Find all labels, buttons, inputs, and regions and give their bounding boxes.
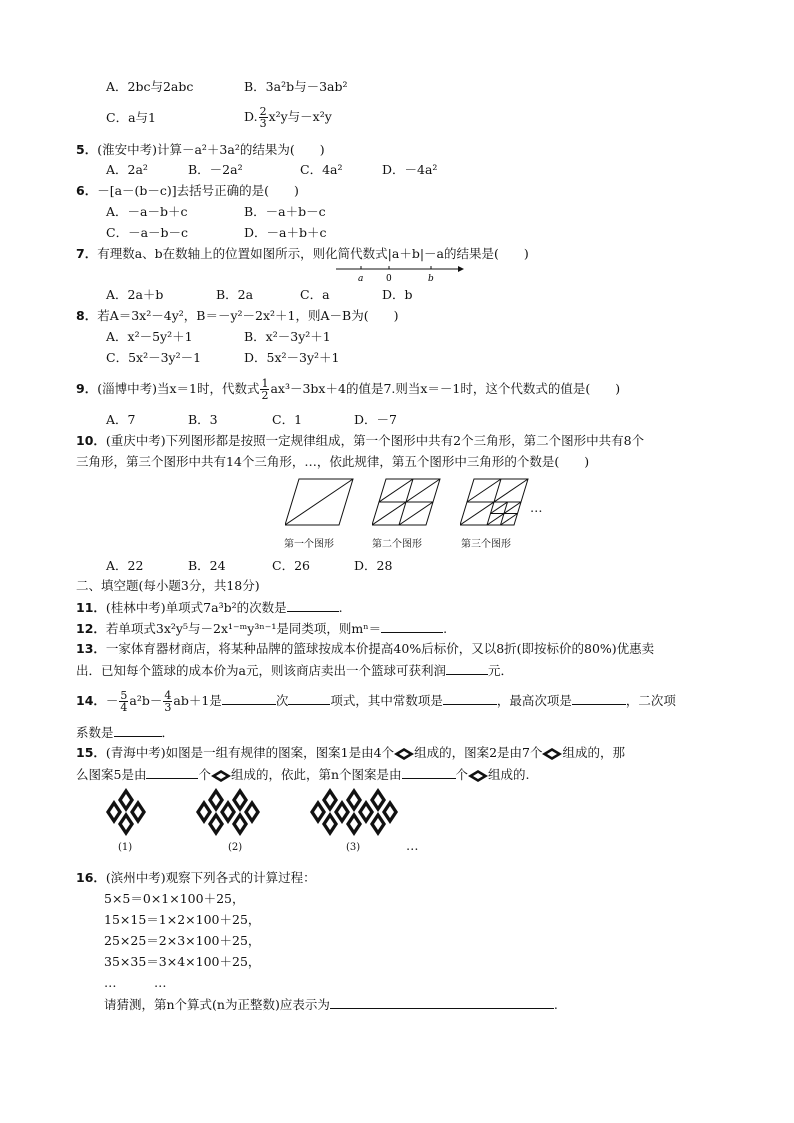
small-diagonal-line — [379, 479, 413, 502]
q4-option-d-suffix: x²y与－x²y — [268, 109, 332, 124]
q4-option-d-fraction — [259, 106, 268, 129]
q9-option-b: B．3 — [188, 412, 218, 427]
q9-option-a: A．7 — [106, 412, 136, 427]
answer-blank[interactable] — [572, 692, 626, 705]
question-text: 若A＝3x²－4y²，B＝－y²－2x²＋1，则A－B为( ) — [97, 308, 399, 323]
q10-figure-1 — [285, 477, 355, 527]
question-number: 14． — [76, 693, 106, 708]
question-text: 么图案5是由 — [76, 767, 147, 782]
q7-option-d: D．b — [382, 287, 413, 302]
question-number: 8． — [76, 308, 98, 323]
axis-label-0: 0 — [386, 274, 392, 284]
q10-option-a: A．22 — [106, 558, 144, 573]
fraction-numerator: 2 — [259, 105, 267, 118]
pattern-3 — [310, 788, 398, 836]
q4-option-a: A．2bc与2abc — [106, 79, 194, 94]
q14-fraction-1 — [119, 690, 128, 713]
q9-stem — [76, 374, 620, 404]
q16-line-3: 25×25＝2×3×100＋25， — [104, 933, 261, 948]
question-text-after: . — [338, 600, 343, 615]
q8-option-b: B．x²－3y²＋1 — [244, 329, 331, 344]
fraction-denominator: 3 — [164, 701, 172, 714]
q5-option-a: A．2a² — [106, 162, 148, 177]
answer-blank[interactable] — [114, 724, 162, 737]
question-text: 组成的. — [488, 767, 530, 782]
q6-stem — [76, 183, 299, 199]
q6-option-a: A．－a－b＋c — [106, 204, 188, 219]
answer-blank[interactable] — [222, 692, 276, 705]
question-text: 请猜测，第n个算式(n为正整数)应表示为 — [104, 997, 330, 1012]
question-number: 16． — [76, 870, 106, 885]
answer-blank[interactable] — [402, 766, 456, 779]
q15-caption-1: (1) — [118, 842, 133, 853]
answer-blank[interactable] — [446, 662, 488, 675]
q4-option-d — [244, 102, 332, 132]
diamond-tile-icon — [542, 748, 562, 760]
diagonal-line — [285, 479, 353, 525]
q15-caption-3: (3) — [346, 842, 361, 853]
question-text: (青海中考)如图是一组有规律的图案，图案1是由4个 — [105, 745, 395, 760]
q8-stem — [76, 308, 398, 324]
q10-stem-line1 — [76, 433, 644, 449]
question-text: 组成的，依此，第n个图案是由 — [230, 767, 402, 782]
section-title-fill-in: 二、填空题(每小题3分，共18分) — [76, 578, 260, 593]
q7-option-a: A．2a＋b — [106, 287, 164, 302]
q13-stem-line1 — [76, 641, 654, 657]
question-number: 6． — [76, 183, 98, 198]
fraction-denominator: 3 — [259, 117, 267, 130]
question-text: 有理数a、b在数轴上的位置如图所示，则化简代数式|a＋b|－a的结果是( ) — [97, 246, 529, 261]
q5-option-b: B．－2a² — [188, 162, 243, 177]
pattern-2 — [196, 788, 260, 836]
q10-stem-line2: 三角形，第三个图形中共有14个三角形，…，依此规律，第五个图形中三角形的个数是( ) — [76, 454, 590, 469]
question-number: 12． — [76, 621, 106, 636]
axis-label-a: a — [358, 274, 364, 284]
q12-stem — [76, 620, 447, 637]
small-diagonal-line — [399, 502, 433, 525]
q4-option-c: C．a与1 — [106, 110, 156, 125]
question-text: 系数是 — [76, 725, 114, 740]
q10-figure-ellipsis: … — [530, 500, 543, 515]
answer-blank[interactable] — [288, 692, 330, 705]
q16-stem — [76, 870, 316, 886]
number-line-arrow — [458, 266, 464, 272]
question-text: 项式，其中常数项是 — [330, 693, 443, 708]
fraction-denominator: 2 — [261, 389, 269, 402]
q16-line-5: … … — [104, 975, 167, 990]
fraction-numerator: 4 — [164, 689, 172, 702]
question-text: ，二次项 — [625, 693, 676, 708]
q16-line-2: 15×15＝1×2×100＋25， — [104, 912, 261, 927]
q7-option-b: B．2a — [216, 287, 254, 302]
pattern-1 — [106, 788, 146, 836]
q6-option-d: D．－a＋b＋c — [244, 225, 327, 240]
q7-stem — [76, 246, 529, 262]
q7-number-line — [334, 262, 464, 284]
q5-stem — [76, 142, 325, 158]
question-text: a²b－ — [129, 693, 163, 708]
q6-option-c: C．－a－b－c — [106, 225, 189, 240]
axis-label-b: b — [428, 274, 434, 284]
q9-fraction — [260, 378, 269, 401]
question-number: 15． — [76, 745, 106, 760]
q10-caption-2: 第二个图形 — [372, 539, 422, 550]
question-text: (滨州中考)观察下列各式的计算过程： — [105, 870, 316, 885]
q11-stem — [76, 599, 343, 616]
q10-caption-1: 第一个图形 — [284, 539, 334, 550]
q8-option-c: C．5x²－3y²－1 — [106, 350, 202, 365]
question-number: 13． — [76, 641, 106, 656]
q14-stem-line2 — [76, 724, 174, 741]
question-text-before: (淄博中考)当x＝1时，代数式 — [97, 381, 260, 396]
q14-stem-line1 — [76, 686, 676, 716]
question-number: 9． — [76, 381, 98, 396]
answer-blank[interactable] — [146, 766, 198, 779]
q7-option-c: C．a — [300, 287, 330, 302]
q15-ellipsis: … — [406, 838, 419, 853]
q10-figure-2 — [372, 477, 442, 527]
q15-caption-2: (2) — [228, 842, 243, 853]
q16-line-4: 35×35＝3×4×100＋25， — [104, 954, 261, 969]
question-text: (桂林中考)单项式7a³b²的次数是 — [105, 600, 287, 615]
question-text: 次 — [275, 693, 289, 708]
q4-option-b: B．3a²b与－3ab² — [244, 79, 348, 94]
q10-option-b: B．24 — [188, 558, 226, 573]
question-number: 5． — [76, 142, 98, 157]
q8-option-a: A．x²－5y²＋1 — [106, 329, 193, 344]
diamond-tile-icon — [394, 748, 414, 760]
q5-option-d: D．－4a² — [382, 162, 438, 177]
q16-line-1: 5×5＝0×1×100＋25， — [104, 891, 245, 906]
fraction-denominator: 4 — [120, 701, 128, 714]
question-text: ab＋1是 — [173, 693, 222, 708]
q10-figure-3 — [460, 477, 530, 527]
minus-sign: － — [105, 693, 119, 708]
question-text: 组成的，那 — [562, 745, 625, 760]
question-number: 7． — [76, 246, 98, 261]
question-text: －[a－(b－c)]去括号正确的是( ) — [97, 183, 299, 198]
diamond-tile-icon — [211, 770, 231, 782]
question-text: 个 — [455, 767, 469, 782]
answer-blank[interactable] — [287, 599, 339, 612]
question-text: (淮安中考)计算－a²＋3a²的结果为( ) — [97, 142, 325, 157]
q15-stem-line2 — [76, 766, 530, 783]
q8-option-d: D．5x²－3y²＋1 — [244, 350, 340, 365]
q15-stem-line1 — [76, 745, 625, 761]
diamond-tile-icon — [468, 770, 488, 782]
question-text: 出．已知每个篮球的成本价为a元，则该商店卖出一个篮球可获利润 — [76, 663, 446, 678]
q6-option-b: B．－a＋b－c — [244, 204, 326, 219]
q14-fraction-2 — [163, 690, 172, 713]
q15-pattern-figures — [100, 788, 420, 838]
answer-blank[interactable] — [443, 692, 497, 705]
q13-stem-line2 — [76, 662, 513, 679]
question-text-after: . — [443, 621, 448, 636]
q5-option-c: C．4a² — [300, 162, 343, 177]
question-text: 个 — [198, 767, 211, 782]
q9-option-d: D．－7 — [354, 412, 397, 427]
question-text: 若单项式3x²y⁵与－2x¹⁻ᵐy³ⁿ⁻¹是同类项，则mⁿ＝ — [105, 621, 382, 636]
question-text-after: ． — [161, 725, 175, 740]
q10-caption-3: 第三个图形 — [461, 539, 511, 550]
question-text: 一家体育器材商店，将某种品牌的篮球按成本价提高40%后标价，又以8折(即按标价的80%)优惠卖 — [105, 641, 655, 656]
question-text-after: ax³－3bx＋4的值是7.则当x＝－1时，这个代数式的值是( ) — [270, 381, 621, 396]
fraction-numerator: 1 — [261, 377, 269, 390]
q10-option-c: C．26 — [272, 558, 310, 573]
q10-option-d: D．28 — [354, 558, 393, 573]
question-text: 组成的，图案2是由7个 — [414, 745, 543, 760]
answer-blank[interactable] — [330, 996, 554, 1009]
fraction-numerator: 5 — [120, 689, 128, 702]
question-text-after: . — [553, 997, 558, 1012]
q4-option-d-prefix: D. — [244, 109, 258, 124]
answer-blank[interactable] — [381, 620, 443, 633]
q9-option-c: C．1 — [272, 412, 303, 427]
question-number: 11． — [76, 600, 106, 615]
question-number: 10． — [76, 433, 106, 448]
question-text: (重庆中考)下列图形都是按照一定规律组成，第一个图形中共有2个三角形，第二个图形中共有8个 — [105, 433, 645, 448]
question-text-after: 元． — [487, 663, 513, 678]
q16-guess — [104, 996, 558, 1013]
small-diagonal-line — [467, 479, 501, 502]
question-text: ，最高次项是 — [496, 693, 572, 708]
